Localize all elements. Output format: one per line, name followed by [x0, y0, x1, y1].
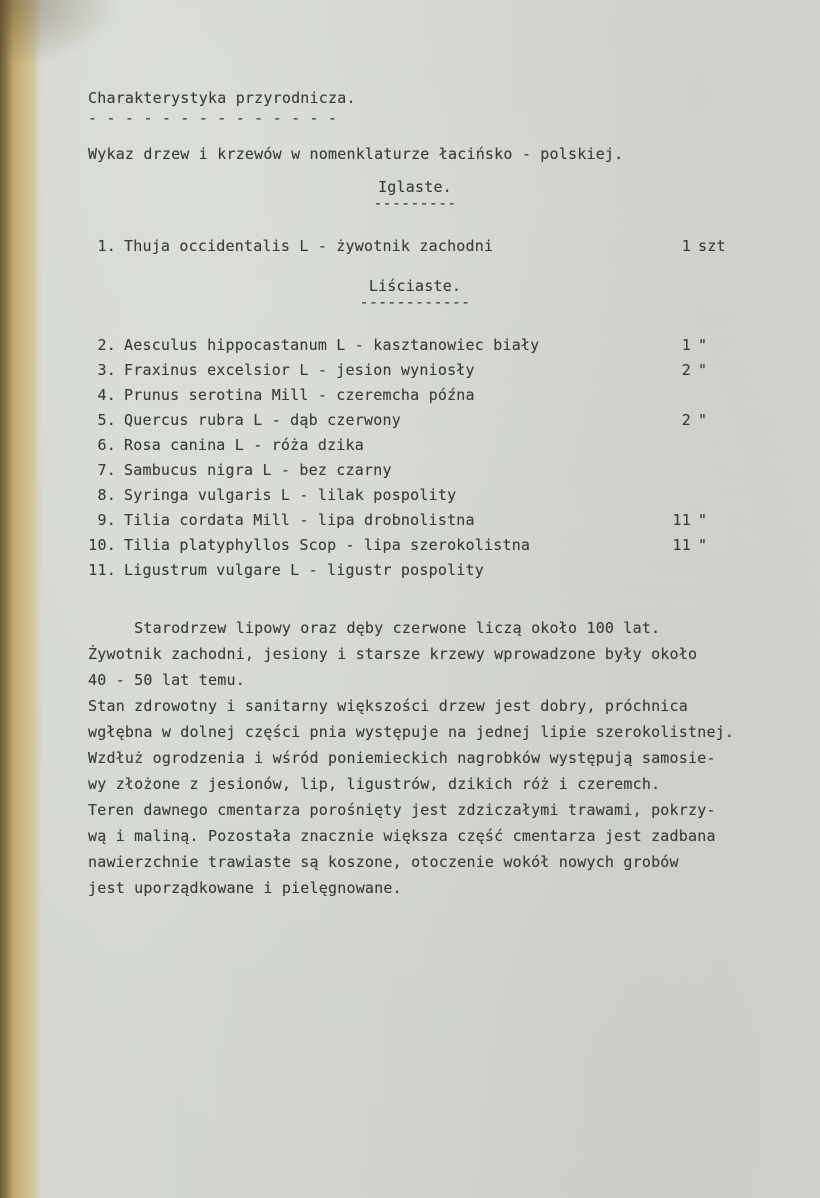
page-subtitle: Wykaz drzew i krzewów w nomenklaturze łacińsko - polskiej.: [88, 145, 624, 163]
item-text: Tilia platyphyllos Scop - lipa szerokolistna: [124, 536, 531, 554]
item-number: 8.: [97, 486, 116, 504]
item-qty-unit: ": [698, 411, 708, 429]
item-qty-number: 1: [681, 237, 691, 255]
item-qty-unit: ": [698, 361, 708, 379]
item-qty-number: [663, 383, 691, 408]
item-qty-number: [663, 558, 691, 583]
item-number: 4.: [97, 386, 116, 404]
item-qty-unit: szt: [698, 237, 726, 255]
item-number: 1.: [97, 237, 116, 255]
section-underline-iglaste: ---------: [373, 194, 457, 212]
item-qty-unit: ": [698, 536, 708, 554]
paragraph-line: wy złożone z jesionów, lip, ligustrów, dzikich róż i czeremch.: [88, 775, 661, 793]
item-qty-unit: ": [698, 511, 708, 529]
item-number: 7.: [97, 461, 116, 479]
item-qty-number: 1: [681, 336, 691, 354]
paragraph-line: wgłębna w dolnej części pnia występuje na jednej lipie szerokolistnej.: [88, 723, 735, 741]
paragraph-line: Teren dawnego cmentarza porośnięty jest zdziczałymi trawami, pokrzy-: [88, 801, 716, 819]
item-number: 3.: [97, 361, 116, 379]
tree-list-row: [88, 508, 742, 533]
paragraph-line: 40 - 50 lat temu.: [88, 671, 245, 689]
item-qty-unit: [691, 383, 742, 408]
description-paragraph: [88, 615, 742, 901]
tree-list-row: [88, 408, 742, 433]
section-underline-lisciaste: ------------: [359, 293, 471, 311]
paragraph-line: Żywotnik zachodni, jesiony i starsze krzewy wprowadzone były około: [88, 645, 698, 663]
item-text: Ligustrum vulgare L - ligustr pospolity: [124, 561, 484, 579]
item-number: 5.: [97, 411, 116, 429]
paragraph-line: nawierzchnie trawiaste są koszone, otoczenie wokół nowych grobów: [88, 853, 679, 871]
scan-left-edge: [0, 0, 42, 1198]
section-heading-iglaste: Iglaste.: [378, 178, 452, 196]
paragraph-line: Starodrzew lipowy oraz dęby czerwone liczą około 100 lat.: [88, 619, 661, 637]
item-qty-number: [663, 458, 691, 483]
item-qty-unit: [691, 433, 742, 458]
item-qty-number: 2: [681, 411, 691, 429]
item-qty-number: 2: [681, 361, 691, 379]
tree-list-row: [88, 483, 742, 508]
tree-list-row: [88, 533, 742, 558]
tree-list-row: [88, 433, 742, 458]
document-content: [88, 88, 742, 901]
item-text: Aesculus hippocastanum L - kasztanowiec biały: [124, 336, 540, 354]
item-qty-unit: ": [698, 336, 708, 354]
item-number: 9.: [97, 511, 116, 529]
item-text: Fraxinus excelsior L - jesion wyniosły: [124, 361, 475, 379]
item-qty-number: [663, 433, 691, 458]
item-qty-number: [663, 483, 691, 508]
paragraph-line: wą i maliną. Pozostała znacznie większa część cmentarza jest zadbana: [88, 827, 716, 845]
tree-list-row: [88, 383, 742, 408]
item-text: Prunus serotina Mill - czeremcha późna: [124, 386, 475, 404]
scan-corner-shade: [0, 0, 120, 70]
page-title: Charakterystyka przyrodnicza.: [88, 89, 356, 107]
tree-list-row: [88, 558, 742, 583]
item-qty-number: 11: [672, 536, 691, 554]
tree-list-row: [88, 234, 742, 259]
item-number: 10.: [88, 536, 116, 554]
tree-list-row: [88, 333, 742, 358]
section-lisciaste: [88, 277, 742, 309]
section-iglaste: [88, 178, 742, 210]
item-qty-unit: [691, 458, 742, 483]
item-number: 2.: [97, 336, 116, 354]
item-text: Tilia cordata Mill - lipa drobnolistna: [124, 511, 475, 529]
tree-list-row: [88, 458, 742, 483]
item-text: Sambucus nigra L - bez czarny: [124, 461, 392, 479]
item-qty-unit: [691, 558, 742, 583]
item-number: 11.: [88, 561, 116, 579]
item-qty-number: 11: [672, 511, 691, 529]
paragraph-line: jest uporządkowane i pielęgnowane.: [88, 879, 402, 897]
title-underline: - - - - - - - - - - - - - -: [88, 109, 338, 127]
item-qty-unit: [691, 483, 742, 508]
item-text: Quercus rubra L - dąb czerwony: [124, 411, 401, 429]
paragraph-line: Wzdłuż ogrodzenia i wśród poniemieckich nagrobków występują samosie-: [88, 749, 716, 767]
item-number: 6.: [97, 436, 116, 454]
paragraph-line: Stan zdrowotny i sanitarny większości drzew jest dobry, próchnica: [88, 697, 688, 715]
item-text: Rosa canina L - róża dzika: [124, 436, 364, 454]
tree-list-row: [88, 358, 742, 383]
item-text: Thuja occidentalis L - żywotnik zachodni: [124, 237, 494, 255]
section-heading-lisciaste: Liściaste.: [368, 277, 462, 295]
item-text: Syringa vulgaris L - lilak pospolity: [124, 486, 457, 504]
